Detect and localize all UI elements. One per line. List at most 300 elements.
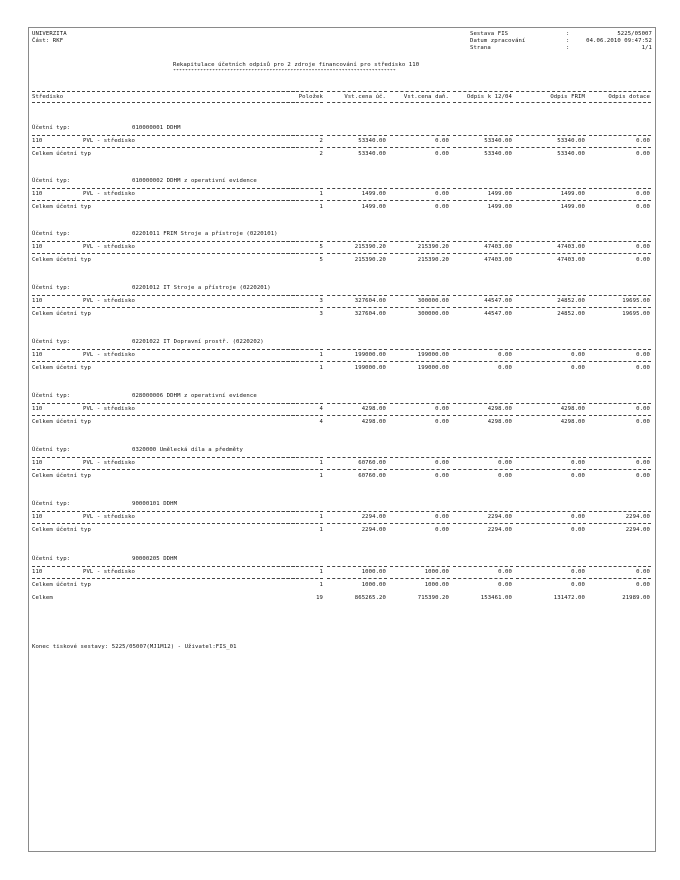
- account-type-value: 010000002 DDHM z operativní evidence: [132, 178, 257, 184]
- dashed-divider: [267, 457, 323, 458]
- row-v5: 0.00: [636, 244, 650, 250]
- dashed-divider: [390, 566, 450, 567]
- dashed-divider: [327, 91, 387, 92]
- row-v2: 0.00: [435, 191, 449, 197]
- dashed-divider: [453, 469, 513, 470]
- subtotal-v1: 327604.00: [354, 311, 386, 317]
- dashed-divider: [589, 200, 651, 201]
- row-v5: 0.00: [636, 406, 650, 412]
- dashed-divider: [267, 188, 323, 189]
- dashed-divider: [267, 200, 323, 201]
- row-stredisko-code: 110: [32, 352, 43, 358]
- subtotal-v1: 215390.20: [354, 257, 386, 263]
- subtotal-v2: 1000.00: [424, 582, 449, 588]
- dashed-divider: [327, 578, 387, 579]
- row-v1: 60760.00: [358, 460, 386, 466]
- dashed-divider: [327, 307, 387, 308]
- dashed-divider: [390, 361, 450, 362]
- subtotal-label: Celkem účetní typ: [32, 151, 91, 157]
- dashed-divider: [32, 200, 295, 201]
- row-stredisko-name: PVL - středisko: [83, 298, 136, 304]
- row-count: 4: [319, 406, 323, 412]
- dashed-divider: [453, 241, 513, 242]
- row-v1: 2294.00: [361, 514, 386, 520]
- dashed-divider: [390, 147, 450, 148]
- row-v2: 0.00: [435, 138, 449, 144]
- dashed-divider: [390, 523, 450, 524]
- subtotal-count: 4: [319, 419, 323, 425]
- dashed-divider: [327, 253, 387, 254]
- account-type-value: 0320000 Umělecká díla a předměty: [132, 447, 243, 453]
- dashed-divider: [589, 102, 651, 103]
- dashed-divider: [516, 511, 586, 512]
- subtotal-v2: 0.00: [435, 204, 449, 210]
- subtotal-v3: 4298.00: [487, 419, 512, 425]
- account-type-label: Účetní typ:: [32, 556, 71, 562]
- dashed-divider: [589, 241, 651, 242]
- col-header-odpis-1204: Odpis k 12/04: [466, 94, 512, 100]
- account-type-value: 028000006 DDHM z operativní evidence: [132, 393, 257, 399]
- row-v2: 0.00: [435, 514, 449, 520]
- grand-total-v4: 131472.00: [553, 595, 585, 601]
- account-type-label: Účetní typ:: [32, 339, 71, 345]
- row-count: 3: [319, 298, 323, 304]
- dashed-divider: [589, 566, 651, 567]
- dashed-divider: [32, 457, 295, 458]
- dashed-divider: [267, 241, 323, 242]
- subtotal-v5: 0.00: [636, 204, 650, 210]
- grand-total-v3: 153461.00: [480, 595, 512, 601]
- row-v1: 1499.00: [361, 191, 386, 197]
- subtotal-v1: 199000.00: [354, 365, 386, 371]
- dashed-divider: [390, 91, 450, 92]
- row-count: 5: [319, 244, 323, 250]
- dashed-divider: [327, 511, 387, 512]
- dashed-divider: [32, 135, 295, 136]
- subtotal-v2: 300000.00: [417, 311, 449, 317]
- dashed-divider: [453, 188, 513, 189]
- dashed-divider: [32, 415, 295, 416]
- dashed-divider: [32, 511, 295, 512]
- row-v2: 300000.00: [417, 298, 449, 304]
- dashed-divider: [390, 307, 450, 308]
- dashed-divider: [327, 403, 387, 404]
- row-v5: 0.00: [636, 191, 650, 197]
- dashed-divider: [589, 457, 651, 458]
- dashed-divider: [32, 102, 295, 103]
- dashed-divider: [32, 566, 295, 567]
- row-stredisko-code: 110: [32, 514, 43, 520]
- dashed-divider: [516, 135, 586, 136]
- dashed-divider: [453, 253, 513, 254]
- date-label: Datum zpracování: [470, 38, 526, 44]
- account-type-label: Účetní typ:: [32, 501, 71, 507]
- dashed-divider: [32, 295, 295, 296]
- dashed-divider: [516, 295, 586, 296]
- row-count: 1: [319, 514, 323, 520]
- row-v3: 53340.00: [484, 138, 512, 144]
- dashed-divider: [390, 135, 450, 136]
- dashed-divider: [390, 102, 450, 103]
- dashed-divider: [453, 295, 513, 296]
- subtotal-count: 1: [319, 204, 323, 210]
- dashed-divider: [589, 253, 651, 254]
- account-type-value: 010000001 DDHM: [132, 125, 181, 131]
- org-name: UNIVERZITA: [32, 31, 67, 37]
- dashed-divider: [267, 135, 323, 136]
- subtotal-v4: 53340.00: [557, 151, 585, 157]
- row-count: 2: [319, 138, 323, 144]
- row-v3: 47403.00: [484, 244, 512, 250]
- dashed-divider: [516, 457, 586, 458]
- account-type-label: Účetní typ:: [32, 125, 71, 131]
- subtotal-v3: 2294.00: [487, 527, 512, 533]
- dashed-divider: [327, 349, 387, 350]
- dashed-divider: [267, 349, 323, 350]
- row-v2: 215390.20: [417, 244, 449, 250]
- row-v4: 47403.00: [557, 244, 585, 250]
- dashed-divider: [327, 457, 387, 458]
- subtotal-v4: 24852.00: [557, 311, 585, 317]
- dashed-divider: [453, 566, 513, 567]
- subtotal-v2: 0.00: [435, 151, 449, 157]
- subtotal-v1: 2294.00: [361, 527, 386, 533]
- dashed-divider: [453, 457, 513, 458]
- row-v2: 0.00: [435, 406, 449, 412]
- subtotal-v4: 4298.00: [560, 419, 585, 425]
- row-stredisko-code: 110: [32, 406, 43, 412]
- subtotal-label: Celkem účetní typ: [32, 527, 91, 533]
- dashed-divider: [516, 578, 586, 579]
- dashed-divider: [327, 295, 387, 296]
- dashed-divider: [516, 253, 586, 254]
- dashed-divider: [589, 307, 651, 308]
- dashed-divider: [267, 566, 323, 567]
- dashed-divider: [516, 241, 586, 242]
- col-header-odpis-dotace: Odpis dotace: [608, 94, 650, 100]
- row-stredisko-name: PVL - středisko: [83, 138, 136, 144]
- dashed-divider: [589, 578, 651, 579]
- row-stredisko-name: PVL - středisko: [83, 514, 136, 520]
- subtotal-count: 3: [319, 311, 323, 317]
- subtotal-v2: 0.00: [435, 419, 449, 425]
- dashed-divider: [327, 200, 387, 201]
- subtotal-v2: 0.00: [435, 527, 449, 533]
- part-label: Část: RKF: [32, 38, 64, 44]
- row-stredisko-code: 110: [32, 298, 43, 304]
- dashed-divider: [327, 147, 387, 148]
- subtotal-count: 1: [319, 473, 323, 479]
- page-label: Strana: [470, 45, 491, 51]
- subtotal-v5: 0.00: [636, 151, 650, 157]
- subtotal-v4: 47403.00: [557, 257, 585, 263]
- row-count: 1: [319, 460, 323, 466]
- dashed-divider: [453, 415, 513, 416]
- subtotal-v4: 0.00: [571, 365, 585, 371]
- dashed-divider: [589, 415, 651, 416]
- dashed-divider: [516, 349, 586, 350]
- dashed-divider: [453, 147, 513, 148]
- row-v4: 1499.00: [560, 191, 585, 197]
- subtotal-v3: 0.00: [498, 473, 512, 479]
- row-v4: 4298.00: [560, 406, 585, 412]
- dashed-divider: [516, 147, 586, 148]
- dashed-divider: [32, 578, 295, 579]
- dashed-divider: [267, 102, 323, 103]
- dashed-divider: [390, 578, 450, 579]
- dashed-divider: [453, 361, 513, 362]
- subtotal-v2: 0.00: [435, 473, 449, 479]
- subtotal-count: 1: [319, 582, 323, 588]
- account-type-value: 02201011 FRIM Stroje a přístroje (0220101): [132, 231, 278, 237]
- dashed-divider: [267, 361, 323, 362]
- dashed-divider: [32, 523, 295, 524]
- row-v4: 24852.00: [557, 298, 585, 304]
- dashed-divider: [390, 241, 450, 242]
- grand-total-label: Celkem: [32, 595, 53, 601]
- row-v3: 0.00: [498, 460, 512, 466]
- row-stredisko-name: PVL - středisko: [83, 244, 136, 250]
- dashed-divider: [390, 415, 450, 416]
- dashed-divider: [516, 200, 586, 201]
- grand-total-v5: 21989.00: [622, 595, 650, 601]
- dashed-divider: [267, 469, 323, 470]
- row-v1: 327604.00: [354, 298, 386, 304]
- col-header-vst-cena-dan: Vst.cena daň.: [403, 94, 449, 100]
- subtotal-label: Celkem účetní typ: [32, 365, 91, 371]
- dashed-divider: [453, 91, 513, 92]
- row-v5: 0.00: [636, 138, 650, 144]
- dashed-divider: [327, 102, 387, 103]
- subtotal-v5: 19695.00: [622, 311, 650, 317]
- subtotal-v5: 0.00: [636, 419, 650, 425]
- dashed-divider: [327, 135, 387, 136]
- dashed-divider: [453, 200, 513, 201]
- dashed-divider: [390, 469, 450, 470]
- dashed-divider: [32, 147, 295, 148]
- subtotal-v2: 215390.20: [417, 257, 449, 263]
- row-v3: 0.00: [498, 352, 512, 358]
- page-colon: :: [566, 45, 570, 51]
- subtotal-v3: 1499.00: [487, 204, 512, 210]
- subtotal-count: 2: [319, 151, 323, 157]
- dashed-divider: [267, 403, 323, 404]
- dashed-divider: [32, 349, 295, 350]
- dashed-divider: [516, 307, 586, 308]
- dashed-divider: [453, 102, 513, 103]
- dashed-divider: [589, 349, 651, 350]
- account-type-label: Účetní typ:: [32, 285, 71, 291]
- account-type-value: 90000205 DDHM: [132, 556, 178, 562]
- dashed-divider: [267, 147, 323, 148]
- row-v2: 0.00: [435, 460, 449, 466]
- grand-total-v2: 715390.20: [417, 595, 449, 601]
- row-v1: 4298.00: [361, 406, 386, 412]
- dashed-divider: [390, 403, 450, 404]
- row-v1: 1000.00: [361, 569, 386, 575]
- subtotal-count: 1: [319, 365, 323, 371]
- subtotal-v4: 1499.00: [560, 204, 585, 210]
- dashed-divider: [516, 102, 586, 103]
- grand-total-v1: 865265.20: [354, 595, 386, 601]
- title-underline: **************************************************************************: [173, 69, 396, 74]
- subtotal-v4: 0.00: [571, 582, 585, 588]
- col-header-polozek: Položek: [298, 94, 323, 100]
- row-stredisko-name: PVL - středisko: [83, 406, 136, 412]
- row-v4: 0.00: [571, 514, 585, 520]
- dashed-divider: [516, 523, 586, 524]
- row-v4: 0.00: [571, 460, 585, 466]
- dashed-divider: [390, 188, 450, 189]
- dashed-divider: [267, 523, 323, 524]
- subtotal-v5: 0.00: [636, 473, 650, 479]
- row-v4: 0.00: [571, 352, 585, 358]
- report-label: Sestava FIS: [470, 31, 509, 37]
- dashed-divider: [32, 403, 295, 404]
- dashed-divider: [453, 403, 513, 404]
- row-v3: 2294.00: [487, 514, 512, 520]
- row-v2: 199000.00: [417, 352, 449, 358]
- subtotal-label: Celkem účetní typ: [32, 582, 91, 588]
- account-type-value: 90000101 DDHM: [132, 501, 178, 507]
- row-stredisko-code: 110: [32, 138, 43, 144]
- dashed-divider: [390, 511, 450, 512]
- row-count: 1: [319, 352, 323, 358]
- dashed-divider: [390, 253, 450, 254]
- row-v1: 215390.20: [354, 244, 386, 250]
- account-type-label: Účetní typ:: [32, 178, 71, 184]
- report-number: 5225/05007: [617, 31, 652, 37]
- row-v4: 53340.00: [557, 138, 585, 144]
- row-v3: 0.00: [498, 569, 512, 575]
- subtotal-v5: 0.00: [636, 257, 650, 263]
- dashed-divider: [516, 566, 586, 567]
- subtotal-v3: 47403.00: [484, 257, 512, 263]
- subtotal-v5: 0.00: [636, 365, 650, 371]
- subtotal-v3: 53340.00: [484, 151, 512, 157]
- row-count: 1: [319, 569, 323, 575]
- dashed-divider: [589, 188, 651, 189]
- row-stredisko-name: PVL - středisko: [83, 191, 136, 197]
- row-v3: 1499.00: [487, 191, 512, 197]
- dashed-divider: [390, 457, 450, 458]
- subtotal-v3: 44547.00: [484, 311, 512, 317]
- subtotal-v4: 0.00: [571, 527, 585, 533]
- col-header-vst-cena-uc: Vst.cena úč.: [344, 94, 386, 100]
- row-v2: 1000.00: [424, 569, 449, 575]
- subtotal-v4: 0.00: [571, 473, 585, 479]
- row-v3: 44547.00: [484, 298, 512, 304]
- dashed-divider: [267, 578, 323, 579]
- dashed-divider: [327, 566, 387, 567]
- dashed-divider: [453, 511, 513, 512]
- dashed-divider: [267, 415, 323, 416]
- dashed-divider: [327, 415, 387, 416]
- dashed-divider: [453, 578, 513, 579]
- col-header-odpis-frim: Odpis FRIM: [550, 94, 585, 100]
- page-number: 1/1: [641, 45, 652, 51]
- report-footer: Konec tiskové sestavy: 5225/05007(MJ1M12) - Uživatel:FIS_01: [32, 644, 237, 650]
- dashed-divider: [453, 135, 513, 136]
- dashed-divider: [32, 241, 295, 242]
- subtotal-label: Celkem účetní typ: [32, 419, 91, 425]
- row-stredisko-code: 110: [32, 460, 43, 466]
- dashed-divider: [589, 523, 651, 524]
- dashed-divider: [516, 361, 586, 362]
- account-type-label: Účetní typ:: [32, 393, 71, 399]
- subtotal-v1: 1000.00: [361, 582, 386, 588]
- row-v1: 53340.00: [358, 138, 386, 144]
- subtotal-v5: 2294.00: [625, 527, 650, 533]
- report-page: [28, 27, 656, 852]
- dashed-divider: [516, 403, 586, 404]
- dashed-divider: [453, 523, 513, 524]
- row-stredisko-code: 110: [32, 191, 43, 197]
- report-colon: :: [566, 31, 570, 37]
- dashed-divider: [453, 349, 513, 350]
- dashed-divider: [267, 91, 323, 92]
- subtotal-v2: 199000.00: [417, 365, 449, 371]
- subtotal-v3: 0.00: [498, 582, 512, 588]
- row-v5: 2294.00: [625, 514, 650, 520]
- dashed-divider: [32, 91, 295, 92]
- row-stredisko-name: PVL - středisko: [83, 352, 136, 358]
- dashed-divider: [327, 469, 387, 470]
- dashed-divider: [589, 511, 651, 512]
- dashed-divider: [589, 361, 651, 362]
- dashed-divider: [267, 511, 323, 512]
- dashed-divider: [327, 523, 387, 524]
- dashed-divider: [589, 403, 651, 404]
- account-type-value: 02201012 IT Stroje a přístroje (0220201): [132, 285, 271, 291]
- dashed-divider: [589, 295, 651, 296]
- dashed-divider: [453, 307, 513, 308]
- subtotal-v1: 1499.00: [361, 204, 386, 210]
- row-v5: 0.00: [636, 352, 650, 358]
- dashed-divider: [327, 361, 387, 362]
- dashed-divider: [267, 253, 323, 254]
- subtotal-label: Celkem účetní typ: [32, 311, 91, 317]
- subtotal-v5: 0.00: [636, 582, 650, 588]
- row-stredisko-name: PVL - středisko: [83, 569, 136, 575]
- account-type-value: 02201022 IT Dopravní prostř. (0220202): [132, 339, 264, 345]
- dashed-divider: [32, 307, 295, 308]
- dashed-divider: [267, 295, 323, 296]
- subtotal-v1: 60760.00: [358, 473, 386, 479]
- row-v5: 0.00: [636, 569, 650, 575]
- dashed-divider: [32, 361, 295, 362]
- col-header-stredisko: Středisko: [32, 94, 64, 100]
- subtotal-v1: 53340.00: [358, 151, 386, 157]
- subtotal-count: 1: [319, 527, 323, 533]
- report-title: Rekapitulace účetních odpisů pro 2 zdroje financování pro středisko 110: [173, 62, 420, 68]
- row-v5: 19695.00: [622, 298, 650, 304]
- dashed-divider: [589, 91, 651, 92]
- subtotal-label: Celkem účetní typ: [32, 473, 91, 479]
- grand-total-count: 19: [316, 595, 323, 601]
- dashed-divider: [390, 295, 450, 296]
- subtotal-label: Celkem účetní typ: [32, 204, 91, 210]
- dashed-divider: [32, 253, 295, 254]
- dashed-divider: [267, 307, 323, 308]
- row-v4: 0.00: [571, 569, 585, 575]
- row-count: 1: [319, 191, 323, 197]
- dashed-divider: [516, 469, 586, 470]
- dashed-divider: [32, 469, 295, 470]
- subtotal-label: Celkem účetní typ: [32, 257, 91, 263]
- row-v3: 4298.00: [487, 406, 512, 412]
- date-value: 04.06.2010 09:47:52: [586, 38, 652, 44]
